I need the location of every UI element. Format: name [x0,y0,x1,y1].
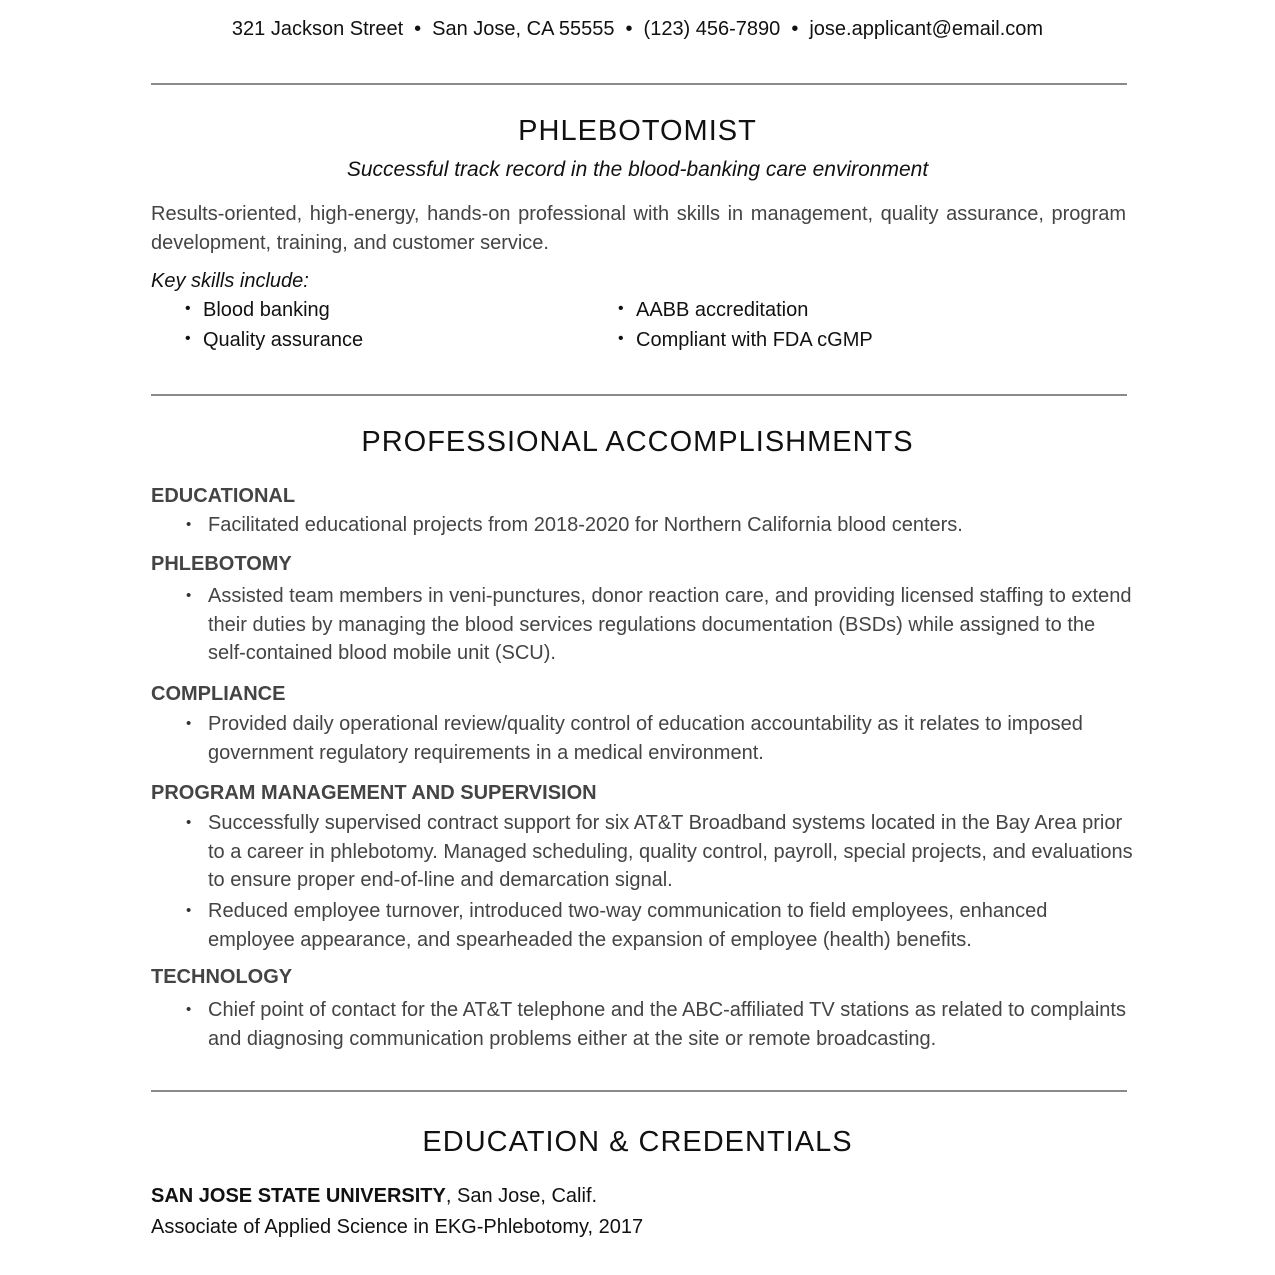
skill-item: • Compliant with FDA cGMP [636,329,873,352]
subheading-program-management: PROGRAM MANAGEMENT AND SUPERVISION [151,782,597,804]
skills-label: Key skills include: [151,270,309,292]
accomplishments-title: PROFESSIONAL ACCOMPLISHMENTS [361,426,914,458]
school-location: , San Jose, Calif. [445,1185,598,1207]
subheading-phlebotomy: PHLEBOTOMY [151,553,292,575]
accomplishment-bullet: • Chief point of contact for the AT&T telephone and the ABC-affiliated TV stations as related to complaints and diagnosing communication problems either at the site or remote broadcasting. [208,996,1138,1053]
tagline: Successful track record in the blood-banking care environment [346,158,929,181]
degree: Associate of Applied Science in EKG-Phlebotomy, 2017 [151,1216,644,1238]
accomplishment-bullet: • Facilitated educational projects from 2018-2020 for Northern California blood centers. [208,511,1138,540]
separator: • [414,18,422,40]
divider [151,394,1127,396]
phone: (123) 456-7890 [643,18,781,40]
separator: • [625,18,633,40]
divider [151,83,1127,85]
summary: Results-oriented, high-energy, hands-on professional with skills in management, quality assurance, program development, training, and customer service. [151,203,1126,254]
accomplishment-bullet: • Reduced employee turnover, introduced two-way communication to field employees, enhanced employee appearance, and spearheaded the expansion of employee (health) benefits. [208,897,1138,954]
education-title: EDUCATION & CREDENTIALS [422,1126,853,1158]
divider [151,1090,1127,1092]
separator: • [791,18,799,40]
school-name: SAN JOSE STATE UNIVERSITY [151,1185,446,1207]
job-title: PHLEBOTOMIST [518,115,757,147]
accomplishment-bullet: • Assisted team members in veni-punctures, donor reaction care, and providing licensed staffing to extend their duties by managing the blood services regulations documentation (BSDs) while assigned to the self-contained blood mobile unit (SCU). [208,582,1138,668]
skill-item: • Blood banking [203,299,330,322]
contact-line [0,18,1275,41]
subheading-compliance: COMPLIANCE [151,683,286,705]
subheading-technology: TECHNOLOGY [151,966,293,988]
address: 321 Jackson Street [231,18,404,40]
skill-item: • Quality assurance [203,329,363,352]
subheading-educational: EDUCATIONAL [151,485,296,507]
accomplishment-bullet: • Provided daily operational review/quality control of education accountability as it relates to imposed government regulatory requirements in a medical environment. [208,710,1138,767]
school-line [151,1185,597,1208]
skill-item: • AABB accreditation [636,299,808,322]
accomplishment-bullet: • Successfully supervised contract support for six AT&T Broadband systems located in the Bay Area prior to a career in phlebotomy. Managed scheduling, quality control, payroll, special projects, and evaluations to ensure proper end-of-line and demarcation signal. [208,809,1138,895]
email[interactable]: jose.applicant@email.com [809,18,1044,40]
city: San Jose, CA 55555 [432,18,615,40]
